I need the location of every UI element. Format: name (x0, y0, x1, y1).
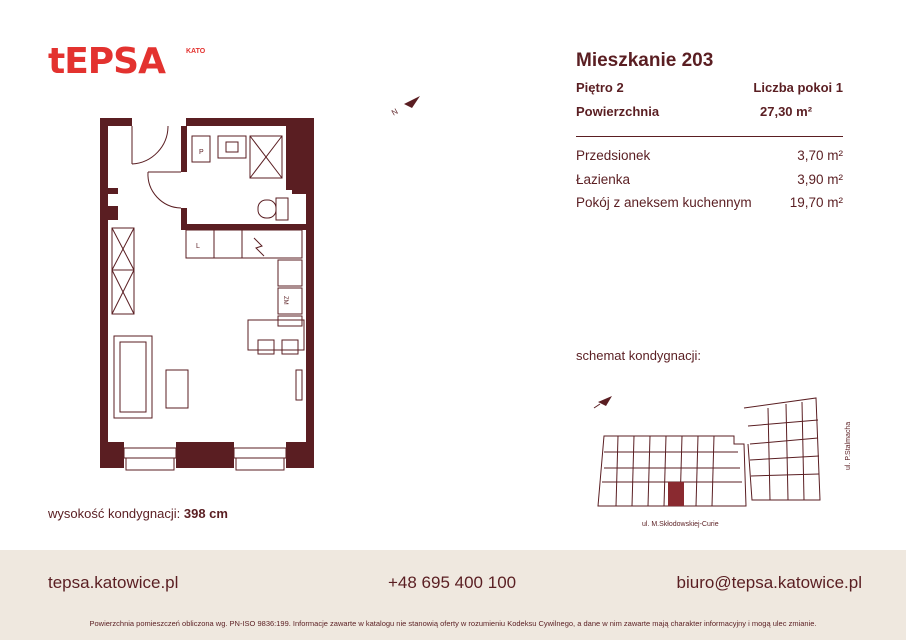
room-area: 19,70 m² (789, 195, 843, 210)
street-bottom: ul. M.Skłodowskiej-Curie (642, 521, 719, 528)
phone-link[interactable]: +48 695 400 100 (388, 573, 517, 592)
brand-logo-sub: KATO (186, 48, 206, 55)
rooms-count-label: Liczba pokoi 1 (753, 80, 843, 95)
email-link[interactable]: biuro@tepsa.katowice.pl (676, 573, 862, 592)
floor-plan (96, 110, 326, 472)
apartment-title: Mieszkanie 203 (576, 50, 714, 71)
plan-label-zm: ZM (282, 296, 288, 305)
height-value: 398 cm (183, 506, 228, 521)
schema-label: schemat kondygnacji: (576, 348, 702, 363)
height-label: wysokość kondygnacji: (48, 506, 181, 521)
room-area: 3,90 m² (797, 172, 843, 187)
room-area: 3,70 m² (797, 148, 843, 163)
plan-label-l: L (196, 243, 200, 250)
divider (576, 136, 843, 137)
room-name: Łazienka (576, 172, 631, 187)
disclaimer: Powierzchnia pomieszczeń obliczona wg. PN-ISO 9836:199. Informacje zawarte w katalogu nie stanowią oferty w rozumieniu Kodeksu Cywilnego, a dane w nim zawarte mają charakter informacyjny i mogą ulec zmianie. (89, 619, 817, 628)
room-name: Pokój z aneksem kuchennym (576, 195, 752, 210)
north-arrow-icon (390, 92, 424, 118)
height-info (48, 506, 228, 521)
area-label: Powierzchnia (576, 104, 660, 119)
website-link[interactable]: tepsa.katowice.pl (48, 573, 179, 592)
area-value: 27,30 m² (760, 104, 813, 119)
svg-text:N: N (390, 106, 400, 118)
plan-label-p: P (199, 149, 204, 156)
brand-logo: tEPSA (48, 41, 165, 82)
room-name: Przedsionek (576, 148, 651, 163)
floor-label: Piętro 2 (576, 80, 624, 95)
street-right: ul. P.Stalmacha (845, 421, 852, 470)
floor-schema (588, 390, 862, 530)
